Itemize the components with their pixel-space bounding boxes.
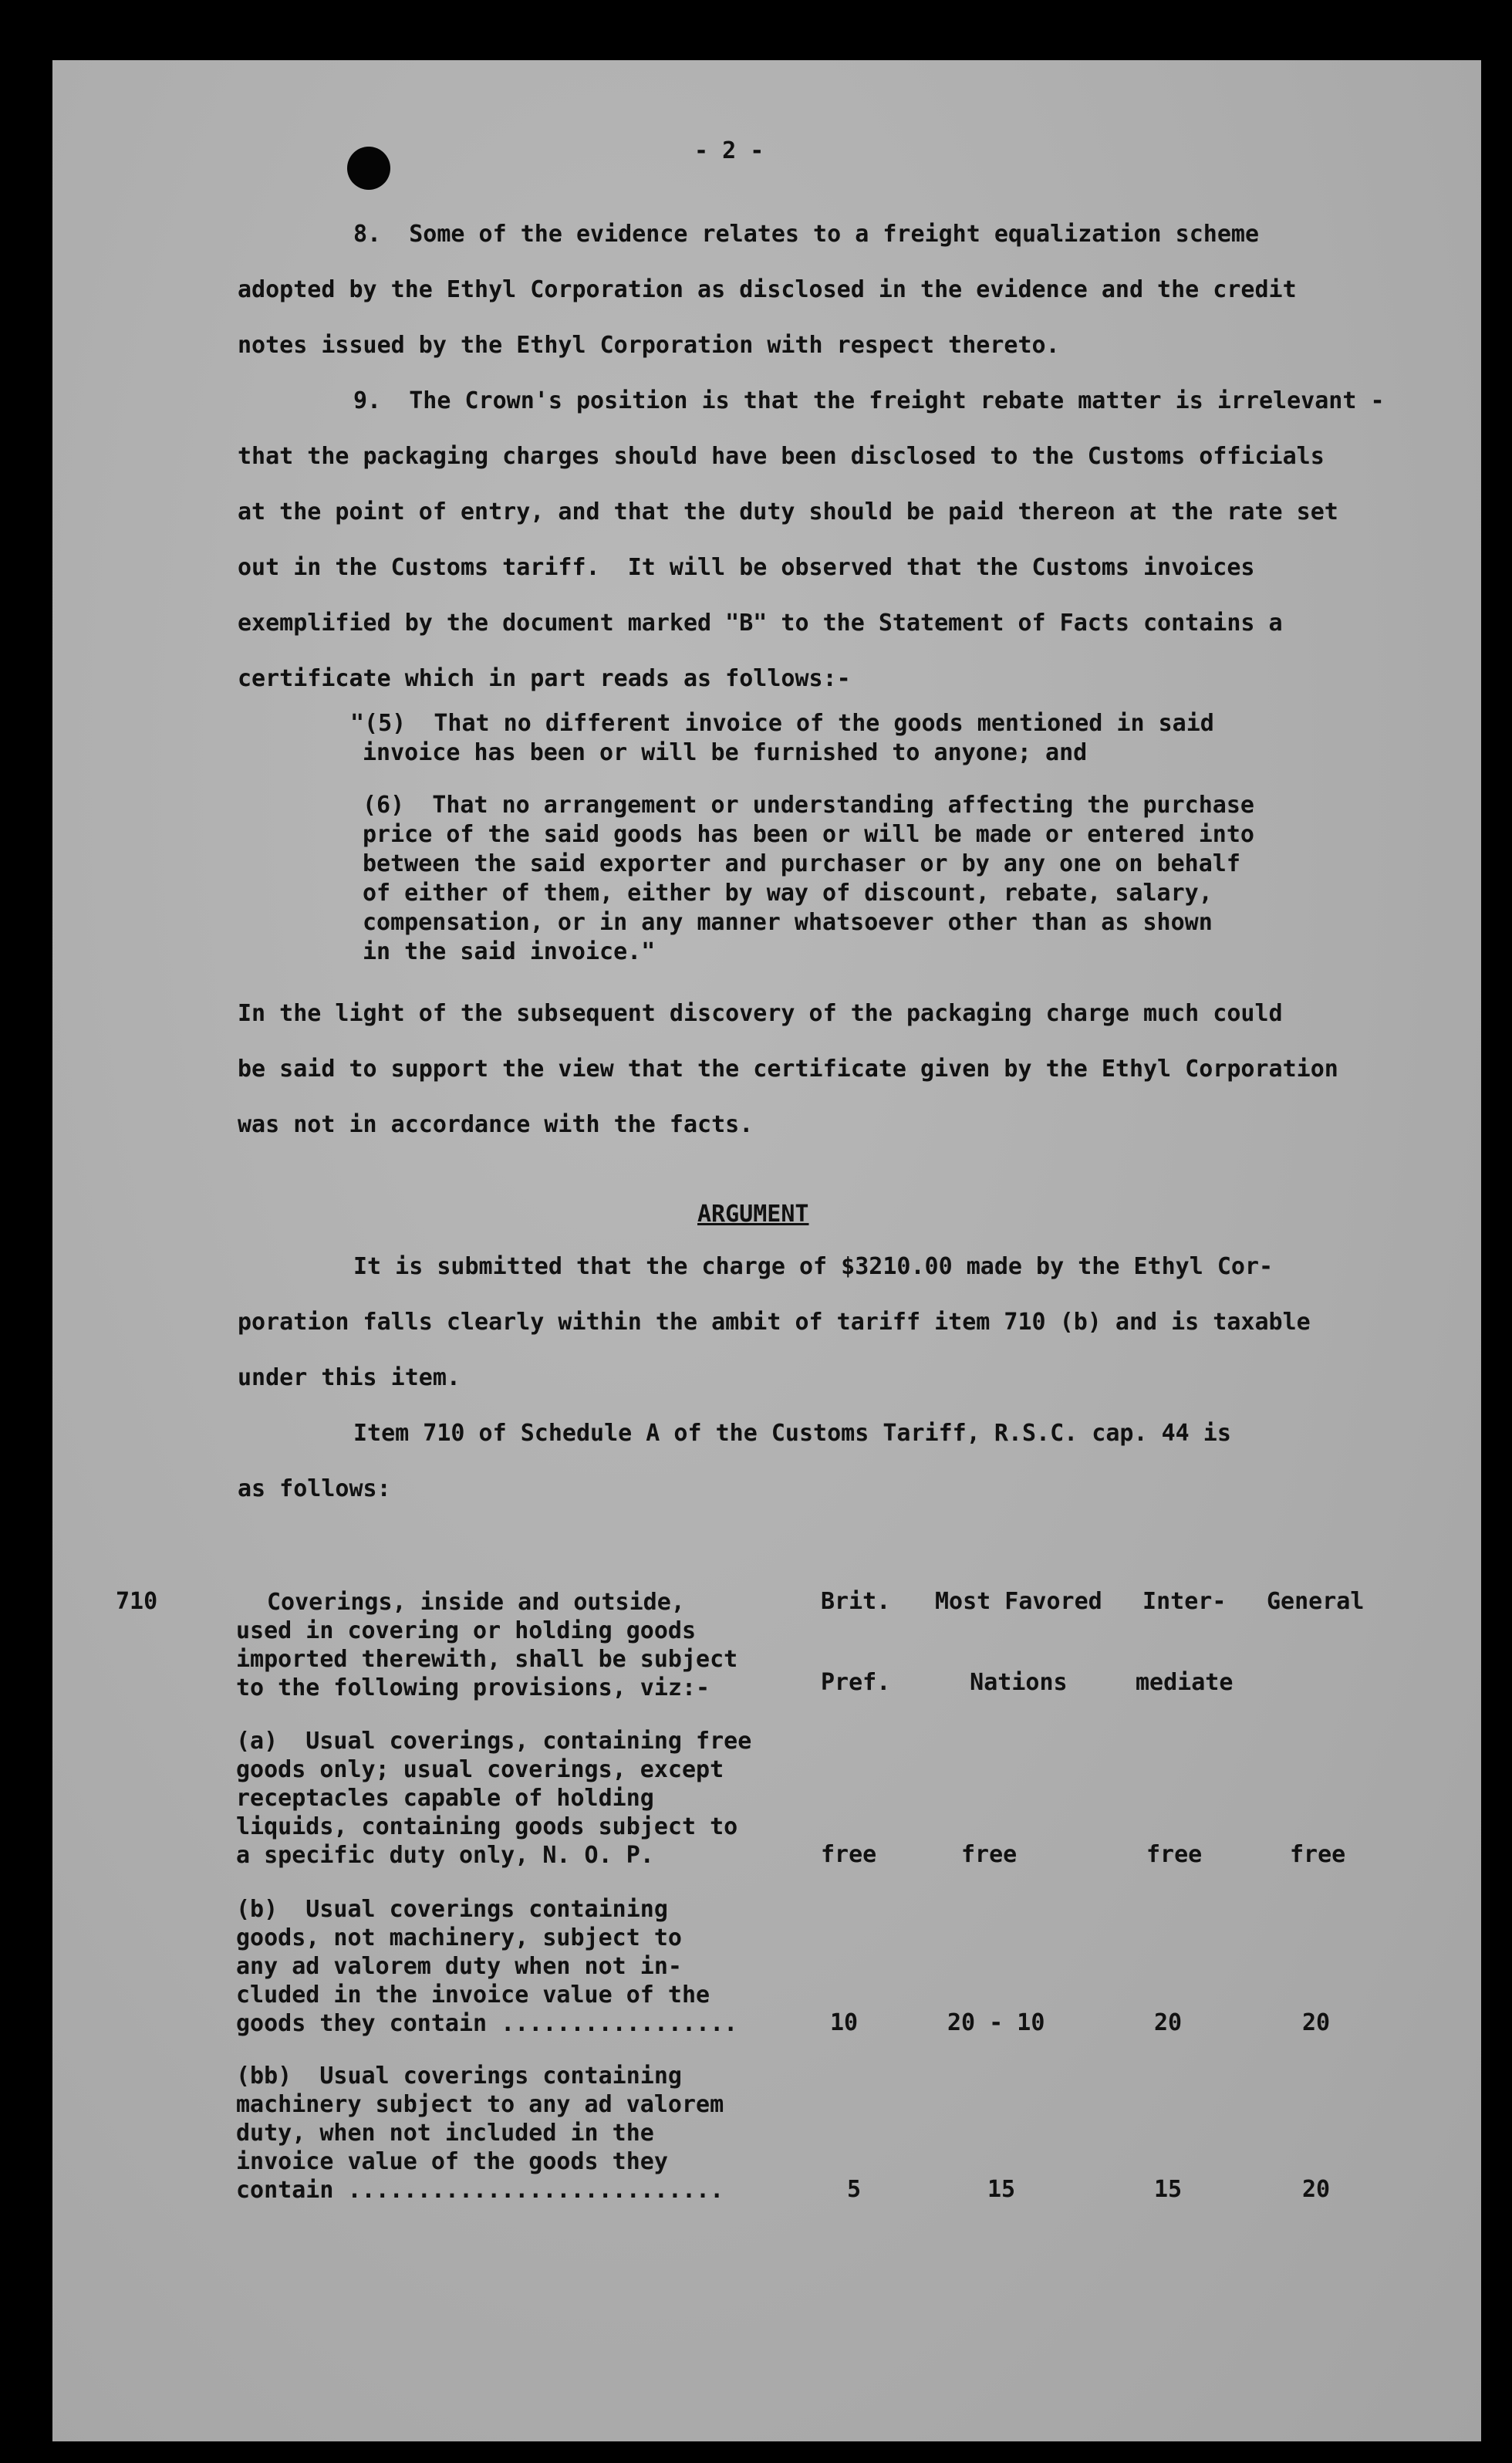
text-line: certificate which in part reads as follows:- — [238, 665, 851, 692]
text-line: contain ........................... — [236, 2177, 724, 2204]
rate-mfn: free — [961, 1841, 1018, 1868]
text-line: liquids, containing goods subject to — [236, 1813, 738, 1840]
text-line: price of the said goods has been or will be made or entered into — [363, 821, 1254, 848]
text-line: (6) That no arrangement or understanding affecting the purchase — [363, 792, 1254, 819]
text-line: invoice has been or will be furnished to anyone; and — [363, 739, 1088, 766]
text-line: (a) Usual coverings, containing free — [236, 1728, 752, 1755]
header-line: Brit. — [821, 1588, 891, 1615]
text-line: any ad valorem duty when not in- — [236, 1953, 682, 1980]
text-line: that the packaging charges should have been disclosed to the Customs officials — [238, 443, 1325, 470]
text-line: Item 710 of Schedule A of the Customs Tariff, R.S.C. cap. 44 is — [353, 1420, 1231, 1447]
text-line: at the point of entry, and that the duty should be paid thereon at the rate set — [238, 498, 1338, 525]
text-line: (b) Usual coverings containing — [236, 1896, 668, 1923]
text-line: receptacles capable of holding — [236, 1785, 654, 1812]
rate-general: 20 — [1302, 2176, 1331, 2203]
text-line: out in the Customs tariff. It will be observed that the Customs invoices — [238, 554, 1255, 581]
rate-general: 20 — [1302, 2009, 1331, 2036]
item-number: 710 — [116, 1588, 158, 1615]
text-line: Coverings, inside and outside, — [267, 1589, 685, 1616]
text-line: invoice value of the goods they — [236, 2148, 668, 2175]
text-line: under this item. — [238, 1364, 461, 1391]
text-line: was not in accordance with the facts. — [238, 1111, 754, 1138]
rate-brit: 10 — [830, 2009, 859, 2036]
text-line: as follows: — [238, 1475, 391, 1502]
header-general — [1267, 1534, 1364, 1669]
text-line: exemplified by the document marked "B" to the Statement of Facts contains a — [238, 610, 1283, 637]
rate-brit: free — [821, 1841, 877, 1868]
header-line: mediate — [1136, 1669, 1234, 1696]
text-line: goods only; usual coverings, except — [236, 1756, 724, 1783]
text-line: adopted by the Ethyl Corporation as disclosed in the evidence and the credit — [238, 276, 1297, 303]
text-line: imported therewith, shall be subject — [236, 1646, 738, 1673]
header-line: Nations — [970, 1669, 1068, 1696]
text-line: compensation, or in any manner whatsoever other than as shown — [363, 909, 1213, 936]
rate-intermediate: 15 — [1154, 2176, 1183, 2203]
text-line: a specific duty only, N. O. P. — [236, 1842, 654, 1869]
header-line: General — [1267, 1588, 1365, 1615]
text-line: to the following provisions, viz:- — [236, 1674, 710, 1701]
header-mfn — [935, 1534, 1102, 1750]
text-line: cluded in the invoice value of the — [236, 1982, 710, 2009]
rate-mfn: 15 — [987, 2176, 1016, 2203]
text-line: 8. Some of the evidence relates to a freight equalization scheme — [353, 221, 1259, 248]
punch-hole — [347, 147, 390, 190]
rate-general: free — [1290, 1841, 1346, 1868]
header-line: Most Favored — [935, 1588, 1102, 1615]
text-line: used in covering or holding goods — [236, 1617, 697, 1644]
header-intermediate — [1136, 1534, 1233, 1750]
text-line: 9. The Crown's position is that the freight rebate matter is irrelevant - — [353, 387, 1385, 414]
text-line: of either of them, either by way of discount, rebate, salary, — [363, 880, 1213, 907]
text-line: duty, when not included in the — [236, 2120, 654, 2147]
text-line: be said to support the view that the certificate given by the Ethyl Corporation — [238, 1056, 1338, 1083]
rate-intermediate: 20 — [1154, 2009, 1183, 2036]
section-heading: ARGUMENT — [697, 1201, 809, 1228]
text-line: (bb) Usual coverings containing — [236, 2063, 682, 2090]
text-line: poration falls clearly within the ambit of tariff item 710 (b) and is taxable — [238, 1309, 1311, 1336]
text-line: in the said invoice." — [363, 938, 656, 965]
text-line: It is submitted that the charge of $3210.00 made by the Ethyl Cor- — [353, 1253, 1274, 1280]
rate-intermediate: free — [1146, 1841, 1203, 1868]
text-line: "(5) That no different invoice of the goods mentioned in said — [350, 710, 1214, 737]
text-line: goods they contain ................. — [236, 2010, 738, 2037]
document-page — [52, 60, 1481, 2441]
page-number: - 2 - — [694, 137, 764, 164]
text-line: In the light of the subsequent discovery of the packaging charge much could — [238, 1000, 1283, 1027]
text-line: notes issued by the Ethyl Corporation with respect thereto. — [238, 332, 1060, 359]
header-line: Inter- — [1142, 1588, 1227, 1615]
rate-mfn: 20 - 10 — [947, 2009, 1045, 2036]
header-brit — [821, 1534, 904, 1750]
rate-brit: 5 — [847, 2176, 862, 2203]
text-line: goods, not machinery, subject to — [236, 1924, 682, 1951]
text-line: machinery subject to any ad valorem — [236, 2091, 724, 2118]
text-line: between the said exporter and purchaser or by any one on behalf — [363, 850, 1240, 877]
header-line: Pref. — [821, 1669, 891, 1696]
